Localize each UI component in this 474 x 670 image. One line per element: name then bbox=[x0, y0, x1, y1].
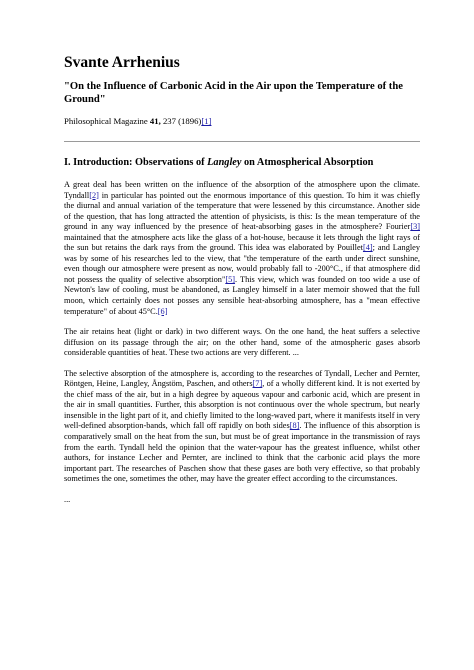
paragraph-1 bbox=[64, 180, 420, 317]
section-heading bbox=[64, 156, 420, 169]
footnote-link-6[interactable]: [6] bbox=[157, 306, 168, 316]
paper-title: "On the Influence of Carbonic Acid in the Air upon the Temperature of the Ground" bbox=[64, 81, 403, 105]
citation-pages-year: 237 (1896) bbox=[160, 116, 202, 126]
para1-text-2: in particular has pointed out the enormous importance of this question. To him it was chiefly the diurnal and annual variation of the temperature that were lessened by this circumstance. Another side of the question, that has long attracted the attention of physicists, is this: Is the mean temperature of the ground in any way influenced by the presence of heat-absorbing gases in the atmosphere? Fourier bbox=[64, 190, 420, 232]
document-page bbox=[64, 54, 420, 505]
footnote-link-8[interactable]: [8] bbox=[289, 421, 300, 431]
para3-text-2: , of a wholly different kind. It is not exerted by the chief mass of the air, but in a high degree by aqueous vapour and carbonic acid, which are present in the air in small quantities. Further, this absorption is not continuous over the whole spectrum, but nearly insensible in the light part of it, and chiefly limited to the long-waved part, where it manifests itself in very well-defined absorption-bands, which fall off rapidly on both sides bbox=[64, 379, 420, 431]
footnote-link-4[interactable]: [4] bbox=[362, 243, 373, 253]
section-heading-suffix: on Atmospherical Absorption bbox=[241, 157, 374, 168]
para3-text-1: The selective absorption of the atmosphere is, according to the researches of Tyndall, Lecher and Pernter, Röntgen, Heine, Langley, Ångstöm, Paschen, and others bbox=[64, 368, 420, 389]
citation-volume: 41, bbox=[149, 116, 161, 126]
para1-text-1: A great deal has been written on the influence of the absorption of the atmosphere upon the climate. Tyndall bbox=[64, 180, 420, 200]
citation-journal: Philosophical Magazine bbox=[64, 116, 150, 126]
section-heading-prefix: I. Introduction: Observations of bbox=[64, 157, 208, 168]
section-heading-name: Langley bbox=[207, 157, 242, 168]
footnote-link-1[interactable]: [1] bbox=[201, 116, 212, 126]
trailing-ellipsis: ... bbox=[64, 494, 71, 504]
footnote-link-5[interactable]: [5] bbox=[225, 274, 236, 284]
para1-text-4: ; and Langley was by some of his researches led to the view, that "the temperature of the earth under direct sunshine, even though our atmosphere were present as now, would probably fall to -200°C., if that atmosphere did not possess the quality of selective absorption" bbox=[64, 243, 420, 284]
paragraph-2: The air retains heat (light or dark) in two different ways. On the one hand, the heat suffers a selective diffusion on its passage through the air; on the other hand, some of the atmospheric gases absorb considerable quantities of heat. These two actions are very different. ... bbox=[64, 327, 420, 358]
paragraph-3 bbox=[64, 369, 420, 485]
citation-line bbox=[64, 116, 420, 127]
footnote-link-2[interactable]: [2] bbox=[89, 190, 99, 200]
para1-text-3: maintained that the atmosphere acts like the glass of a hot-house, because it lets through the light rays of the sun but retains the dark rays from the ground. This idea was elaborated by Pouillet bbox=[64, 232, 420, 253]
author-heading: Svante Arrhenius bbox=[64, 54, 180, 71]
footnote-link-7[interactable]: [7] bbox=[252, 379, 263, 389]
horizontal-rule bbox=[64, 141, 420, 142]
para1-text-5: . This view, which was founded on too wide a use of Newton's law of cooling, must be abandoned, as Langley himself in a later memoir showed that the full moon, which certainly does not posses any sensible heat-absorbing atmosphere, has a "mean effective temperature" of about 45°C. bbox=[64, 274, 420, 316]
para3-text-3: . The influence of this absorption is comparatively small on the heat from the sun, but must be of great importance in the transmission of rays from the earth. Tyndall held the opinion that the water-vapour has the greatest influence, whilst other authors, for instance Lecher and Pernter, are inclined to think that the carbonic acid plays the more important part. The researches of Paschen show that these gases are both very effective, so that probably sometimes the one, sometimes the other, may have the greater effect according to the circumstances. bbox=[64, 421, 420, 484]
footnote-link-3[interactable]: [3] bbox=[410, 222, 420, 232]
